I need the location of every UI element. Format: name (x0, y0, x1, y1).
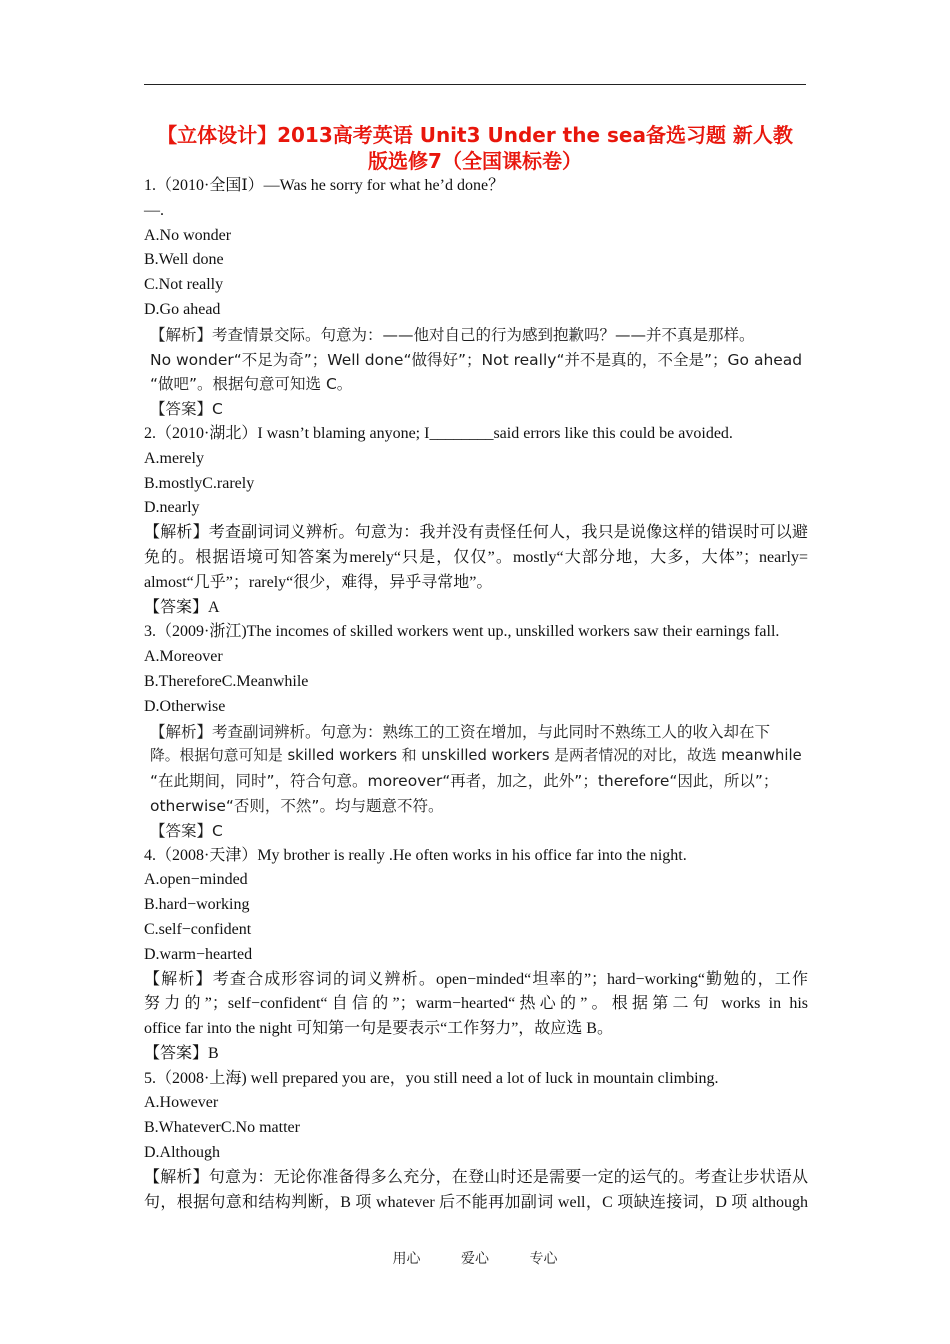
q3-explanation-1: 【解析】考查副词辨析。句意为：熟练工的工资在增加，与此同时不熟练工人的收入却在下 (150, 722, 771, 741)
q1-stem: 1.（2010·全国Ⅰ）—Was he sorry for what he’d done？ (144, 177, 505, 194)
q5-option-bc: B.WhateverC.No matter (144, 1119, 300, 1137)
q2-explanation-3: almost“几乎”；rarely“很少，难得，异乎寻常地”。 (144, 573, 493, 591)
q2-explanation-2: 免的。根据语境可知答案为merely“只是，仅仅”。mostly“大部分地，大多，大体”；nearly= (144, 548, 808, 566)
q4-option-d: D.warm−hearted (144, 945, 253, 963)
title-line-1: 【立体设计】2013高考英语 Unit3 Under the sea备选习题 新人教 (157, 123, 793, 147)
q3-explanation-3: “在此期间，同时”，符合句意。moreover“再者，加之，此外”；therefore“因此，所以”； (150, 772, 779, 791)
q1-explanation-3: “做吧”。根据句意可知选 C。 (150, 375, 353, 394)
document-title (144, 122, 806, 174)
q1-explanation-2: No wonder“不足为奇”；Well done“做得好”；Not really“并不是真的，不全是”；Go ahead (150, 350, 803, 369)
q3-option-bc: B.ThereforeC.Meanwhile (144, 672, 309, 690)
q1-answer: 【答案】C (150, 400, 223, 419)
q1-option-c: C.Not really (144, 276, 224, 294)
q4-stem: 4.（2008·天津）My brother is really .He often works in his office far into the night. (144, 846, 687, 864)
q2-option-bc: B.mostlyC.rarely (144, 474, 255, 492)
q2-answer: 【答案】A (144, 598, 220, 616)
q2-option-a: A.merely (144, 449, 204, 467)
q3-option-a: A.Moreover (144, 648, 223, 666)
q4-explanation-2: 努力的”；self−confident“自信的”；warm−hearted“热心的”。根据第二句 works in his (144, 995, 808, 1013)
q4-option-c: C.self−confident (144, 920, 252, 938)
footer-word-1: 用心 (392, 1251, 421, 1267)
q4-option-a: A.open−minded (144, 871, 248, 889)
q2-explanation-1: 【解析】考查副词词义辨析。句意为：我并没有责怪任何人，我只是说像这样的错误时可以避 (144, 524, 808, 542)
q5-option-d: D.Although (144, 1144, 220, 1162)
header-rule (144, 84, 806, 85)
q5-option-a: A.However (144, 1094, 219, 1112)
q3-option-d: D.Otherwise (144, 697, 226, 715)
title-line-2: 版选修7（全国课标卷） (368, 149, 582, 173)
q2-option-d: D.nearly (144, 499, 200, 517)
q5-explanation-2: 句，根据句意和结构判断，B 项 whatever 后不能再加副词 well，C 项缺连接词，D 项 although (144, 1193, 808, 1211)
document-body (144, 174, 808, 1215)
q4-answer: 【答案】B (144, 1044, 219, 1062)
q2-stem: 2.（2010·湖北）I wasn’t blaming anyone; I________said errors like this could be avoided. (144, 424, 733, 442)
q3-stem: 3.（2009·浙江)The incomes of skilled workers went up., unskilled workers saw their earnings fall. (144, 623, 780, 641)
q1-option-a: A.No wonder (144, 226, 232, 244)
q1-explanation-1: 【解析】考查情景交际。句意为：——他对自己的行为感到抱歉吗？——并不真是那样。 (150, 325, 755, 344)
q5-stem: 5.（2008·上海) well prepared you are，you still need a lot of luck in mountain climbing. (144, 1069, 719, 1087)
q1-blank: —. (144, 201, 164, 219)
q1-option-b: B.Well done (144, 251, 224, 269)
q1-option-d: D.Go ahead (144, 300, 221, 318)
q4-explanation-3: office far into the night 可知第一句是要表示“工作努力”，故应选 B。 (144, 1020, 613, 1038)
q3-explanation-4: otherwise“否则，不然”。均与题意不符。 (150, 796, 444, 815)
q5-explanation-1: 【解析】句意为：无论你准备得多么充分，在登山时还是需要一定的运气的。考查让步状语从 (144, 1168, 808, 1186)
footer-word-2: 爱心 (461, 1251, 489, 1267)
footer-word-3: 专心 (529, 1251, 558, 1267)
q4-option-b: B.hard−working (144, 896, 250, 914)
q3-explanation-2: 降。根据句意可知是 skilled workers 和 unskilled workers 是两者情况的对比，故选 meanwhile (150, 747, 802, 765)
q3-answer: 【答案】C (150, 821, 223, 840)
q4-explanation-1: 【解析】考查合成形容词的词义辨析。open−minded“坦率的”；hard−working“勤勉的，工作 (144, 970, 808, 988)
page-footer (0, 1248, 950, 1268)
